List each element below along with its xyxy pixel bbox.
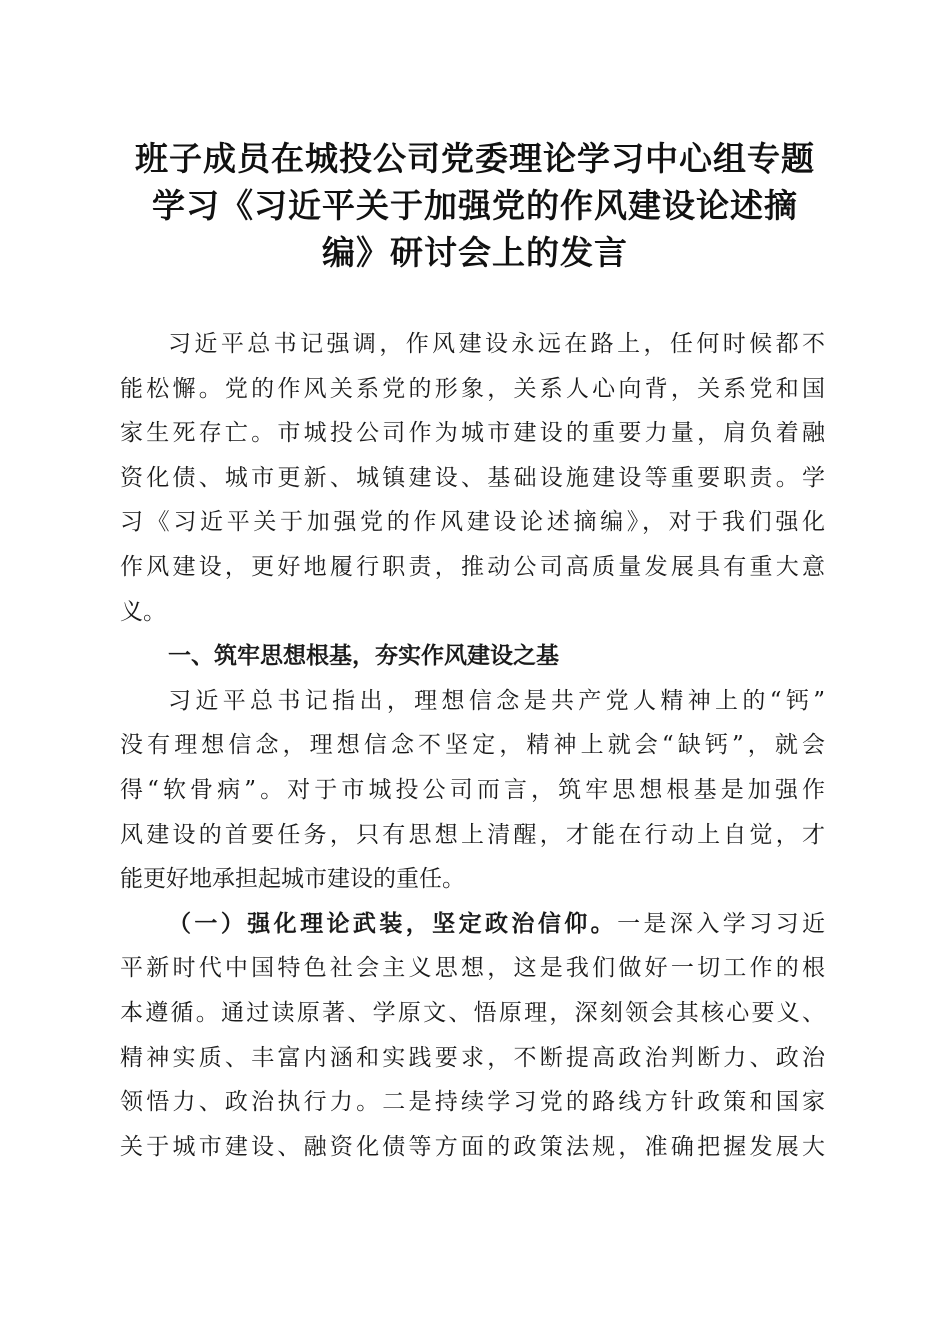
paragraph-line: 本遵循。通过读原著、学原文、悟原理，深刻领会其核心要义、 [120,999,825,1026]
title-line-1: 班子成员在城投公司党委理论学习中心组专题 [135,139,815,178]
paragraph-line: 习近平总书记指出，理想信念是共产党人精神上的“钙” [168,687,825,714]
section-heading: 一、筑牢思想根基，夯实作风建设之基 [168,643,559,670]
section1-paragraph [120,679,825,902]
paragraph-line: 义。 [120,598,166,625]
paragraph-line: 平新时代中国特色社会主义思想，这是我们做好一切工作的根 [120,955,825,982]
paragraph-line: 风建设的首要任务，只有思想上清醒，才能在行动上自觉，才 [120,821,825,848]
paragraph-line: 习《习近平关于加强党的作风建设论述摘编》，对于我们强化 [120,509,825,536]
subsection-lead: （一）强化理论武装，坚定政治信仰。 [168,909,618,937]
document-title [100,135,850,276]
paragraph-line: 家生死存亡。市城投公司作为城市建设的重要力量，肩负着融 [120,420,825,447]
paragraph-line: 精神实质、丰富内涵和实践要求，不断提高政治判断力、政治 [120,1044,825,1071]
subsection-lead-rest: 一是深入学习习近 [617,910,826,937]
paragraph-line: 得“软骨病”。对于市城投公司而言，筑牢思想根基是加强作 [120,776,825,803]
subsection1-paragraph [120,902,825,1170]
paragraph-line: 作风建设，更好地履行职责，推动公司高质量发展具有重大意 [120,553,825,580]
paragraph-line: 没有理想信念，理想信念不坚定，精神上就会“缺钙”，就会 [120,732,825,759]
document-body [120,322,825,1169]
title-line-3: 编》研讨会上的发言 [322,233,628,272]
intro-paragraph [120,322,825,634]
paragraph-line: 能更好地承担起城市建设的重任。 [120,866,465,893]
paragraph-line: 能松懈。党的作风关系党的形象，关系人心向背，关系党和国 [120,375,825,402]
paragraph-line: 关于城市建设、融资化债等方面的政策法规，准确把握发展大 [120,1133,825,1160]
paragraph-line [120,902,825,947]
title-line-2: 学习《习近平关于加强党的作风建设论述摘 [152,186,798,225]
paragraph-line: 习近平总书记强调，作风建设永远在路上，任何时候都不 [168,331,825,357]
paragraph-line: 领悟力、政治执行力。二是持续学习党的路线方针政策和国家 [120,1089,825,1116]
paragraph-line: 资化债、城市更新、城镇建设、基础设施建设等重要职责。学 [120,464,825,491]
